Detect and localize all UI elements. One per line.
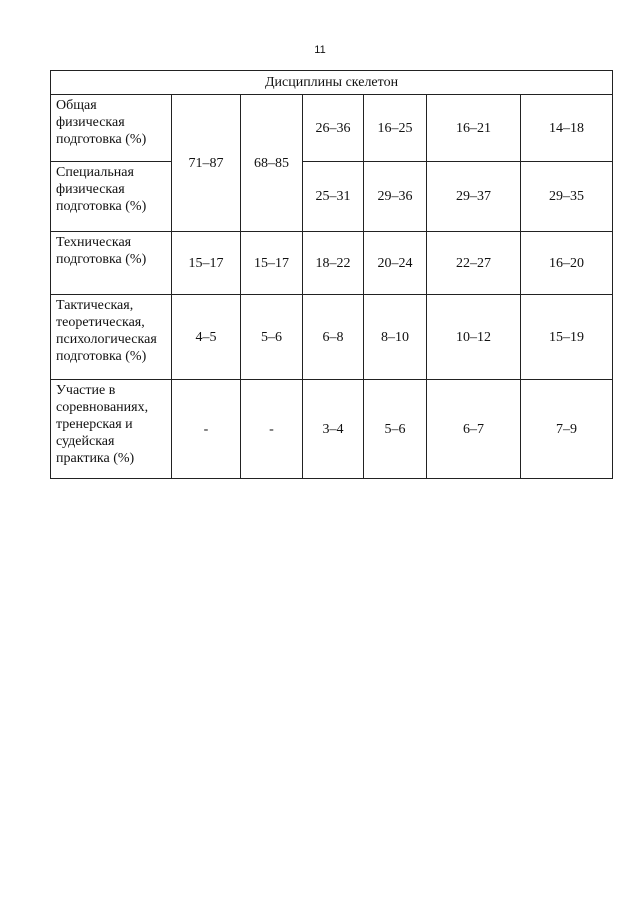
table-cell: 26–36 xyxy=(303,95,364,162)
row-label: Тактическая, теоретическая, психологическая подготовка (%) xyxy=(51,295,172,380)
table-cell: - xyxy=(172,380,241,479)
table-cell: 29–35 xyxy=(521,162,613,232)
table-cell: 16–21 xyxy=(427,95,521,162)
row-label: Общая физическая подготовка (%) xyxy=(51,95,172,162)
table-cell: 7–9 xyxy=(521,380,613,479)
table-cell: 29–36 xyxy=(364,162,427,232)
table-cell: 15–17 xyxy=(241,232,303,295)
table-row xyxy=(51,380,613,479)
table-cell: 18–22 xyxy=(303,232,364,295)
row-label: Техническая подготовка (%) xyxy=(51,232,172,295)
table-cell: 10–12 xyxy=(427,295,521,380)
table-row xyxy=(51,295,613,380)
table-cell: 16–25 xyxy=(364,95,427,162)
table-cell: 6–7 xyxy=(427,380,521,479)
table-row xyxy=(51,162,613,232)
table-cell: 4–5 xyxy=(172,295,241,380)
table-title: Дисциплины скелетон xyxy=(51,71,613,95)
row-label: Специальная физическая подготовка (%) xyxy=(51,162,172,232)
table-cell: 15–17 xyxy=(172,232,241,295)
table-cell: 22–27 xyxy=(427,232,521,295)
table-cell: 6–8 xyxy=(303,295,364,380)
table-cell: 5–6 xyxy=(241,295,303,380)
table-cell: 29–37 xyxy=(427,162,521,232)
table-cell: 3–4 xyxy=(303,380,364,479)
training-distribution-table xyxy=(50,70,613,479)
table-row xyxy=(51,232,613,295)
table-cell: 16–20 xyxy=(521,232,613,295)
row-label: Участие в соревнованиях, тренерская и судейская практика (%) xyxy=(51,380,172,479)
page-number: 11 xyxy=(314,44,326,56)
table-cell: 20–24 xyxy=(364,232,427,295)
table-row xyxy=(51,95,613,162)
table-cell: 71–87 xyxy=(172,95,241,232)
table-cell: 15–19 xyxy=(521,295,613,380)
table-cell: 14–18 xyxy=(521,95,613,162)
table-cell: 5–6 xyxy=(364,380,427,479)
table-cell: 68–85 xyxy=(241,95,303,232)
table-cell: - xyxy=(241,380,303,479)
table-cell: 25–31 xyxy=(303,162,364,232)
table-cell: 8–10 xyxy=(364,295,427,380)
